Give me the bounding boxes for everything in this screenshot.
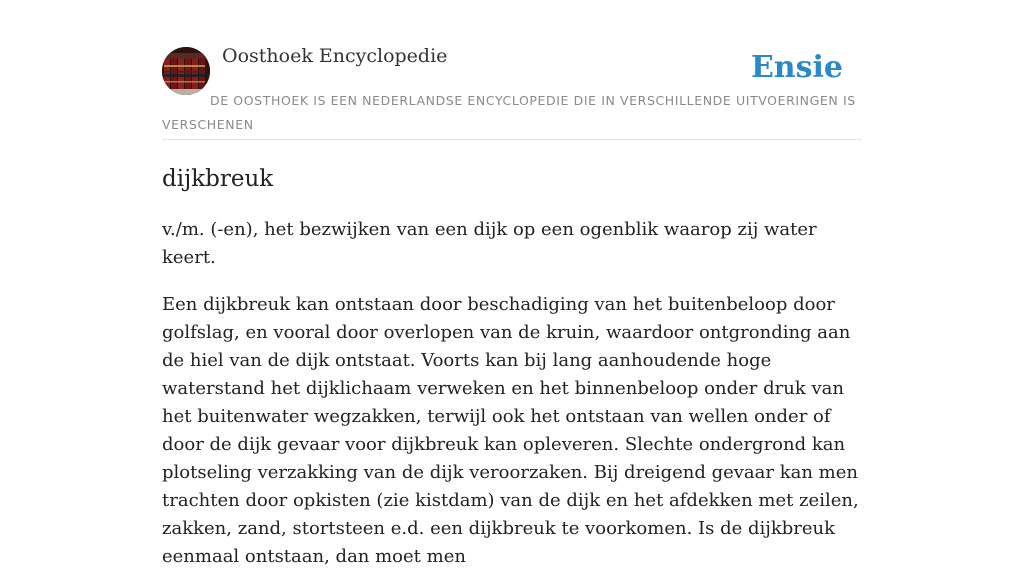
article-body: Een dijkbreuk kan ontstaan door beschadiging van het buitenbeloop door golfslag, en vooral door overlopen van de kruin, waardoor ontgronding aan de hiel van de dijk ontstaat. Voorts kan bij lang aanhoudende hoge waterstand het dijklichaam verweken en het binnenbeloop onder druk van het buitenwater wegzakken, terwijl ook het ontstaan van wellen onder of door de dijk gevaar voor dijkbreuk kan opleveren. Slechte ondergrond kan plotseling verzakking van de dijk veroorzaken. Bij dreigend gevaar kan men trachten door opkisten (zie kistdam) van de dijk en het afdekken met zeilen, zakken, zand, stortsteen e.d. een dijkbreuk te voorkomen. Is de dijkbreuk eenmaal ontstaan, dan moet men: [162, 294, 859, 567]
article-title: dijkbreuk: [162, 166, 274, 192]
article-definition: v./m. (-en), het bezwijken van een dijk op een ogenblik waarop zij water keert.: [162, 219, 817, 268]
publication-header: [162, 0, 862, 140]
publication-name[interactable]: Oosthoek Encyclopedie: [222, 45, 448, 67]
brand-logo[interactable]: Ensie: [750, 50, 843, 85]
publication-tagline: DE OOSTHOEK IS EEN NEDERLANDSE ENCYCLOPEDIE DIE IN VERSCHILLENDE UITVOERINGEN IS VERSCHENEN: [162, 93, 856, 132]
page-container: [162, 0, 862, 571]
publication-avatar[interactable]: [162, 47, 210, 95]
encyclopedia-books-image: [162, 47, 210, 95]
